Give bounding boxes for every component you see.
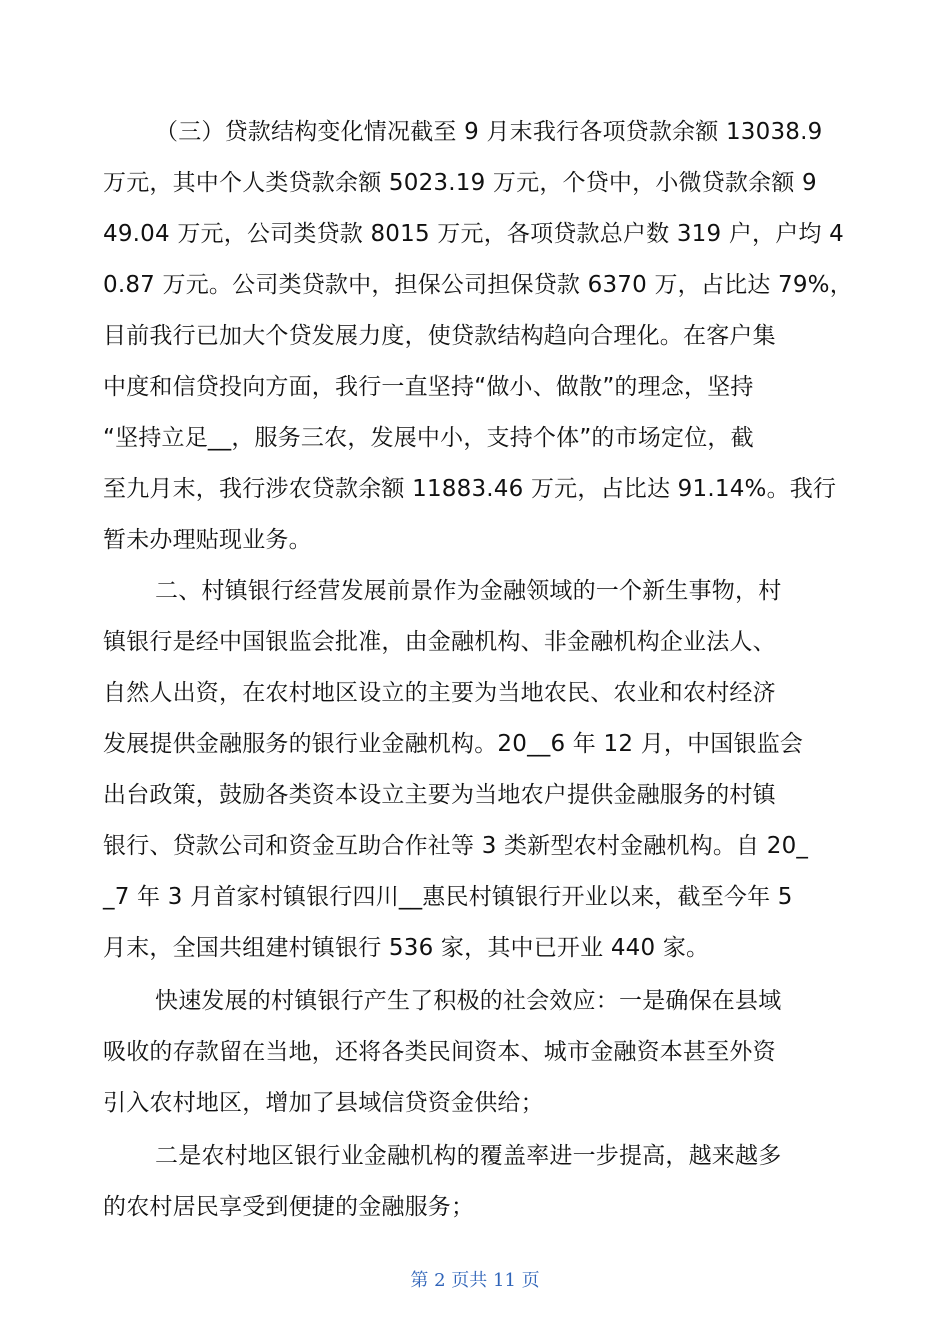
paragraph-4-line-2: 的农村居民享受到便捷的金融服务；: [103, 1194, 475, 1220]
paragraph-2-line-8: 月末，全国共组建村镇银行 536 家，其中已开业 440 家。: [103, 935, 710, 961]
paragraph-1-line-4: 0.87 万元。公司类贷款中，担保公司担保贷款 6370 万，占比达 79%，: [103, 272, 853, 298]
paragraph-2-line-5: 出台政策，鼓励各类资本设立主要为当地农户提供金融服务的村镇: [103, 782, 776, 808]
paragraph-1-line-7: “坚持立足__，服务三农，发展中小，支持个体”的市场定位，截: [103, 425, 754, 451]
paragraph-3-line-1: 快速发展的村镇银行产生了积极的社会效应：一是确保在县域: [155, 988, 782, 1014]
paragraph-2-line-1: 二、村镇银行经营发展前景作为金融领域的一个新生事物，村: [155, 578, 782, 604]
paragraph-1-line-2: 万元，其中个人类贷款余额 5023.19 万元，个贷中，小微贷款余额 9: [103, 170, 817, 196]
paragraph-4-line-1: 二是农村地区银行业金融机构的覆盖率进一步提高，越来越多: [155, 1143, 782, 1169]
paragraph-2-line-3: 自然人出资，在农村地区设立的主要为当地农民、农业和农村经济: [103, 680, 776, 706]
paragraph-1-line-9: 暂未办理贴现业务。: [103, 527, 312, 553]
paragraph-1-line-1: （三）贷款结构变化情况截至 9 月末我行各项贷款余额 13038.9: [155, 119, 823, 145]
paragraph-2-line-2: 镇银行是经中国银监会批准，由金融机构、非金融机构企业法人、: [103, 629, 776, 655]
paragraph-1-line-5: 目前我行已加大个贷发展力度，使贷款结构趋向合理化。在客户集: [103, 323, 776, 349]
paragraph-1-line-8: 至九月末，我行涉农贷款余额 11883.46 万元，占比达 91.14%。我行: [103, 476, 837, 502]
page-number-footer: 第 2 页共 11 页: [410, 1270, 540, 1291]
paragraph-1-line-3: 49.04 万元，公司类贷款 8015 万元，各项贷款总户数 319 户，户均 4: [103, 221, 844, 247]
paragraph-2-line-7: _7 年 3 月首家村镇银行四川__惠民村镇银行开业以来，截至今年 5: [103, 884, 793, 910]
paragraph-3-line-3: 引入农村地区，增加了县域信贷资金供给；: [103, 1090, 544, 1116]
paragraph-1-line-6: 中度和信贷投向方面，我行一直坚持“做小、做散”的理念，坚持: [103, 374, 754, 400]
paragraph-3-line-2: 吸收的存款留在当地，还将各类民间资本、城市金融资本甚至外资: [103, 1039, 776, 1065]
paragraph-2-line-6: 银行、贷款公司和资金互助合作社等 3 类新型农村金融机构。自 20_: [103, 833, 809, 859]
paragraph-2-line-4: 发展提供金融服务的银行业金融机构。20__6 年 12 月，中国银监会: [103, 731, 804, 757]
